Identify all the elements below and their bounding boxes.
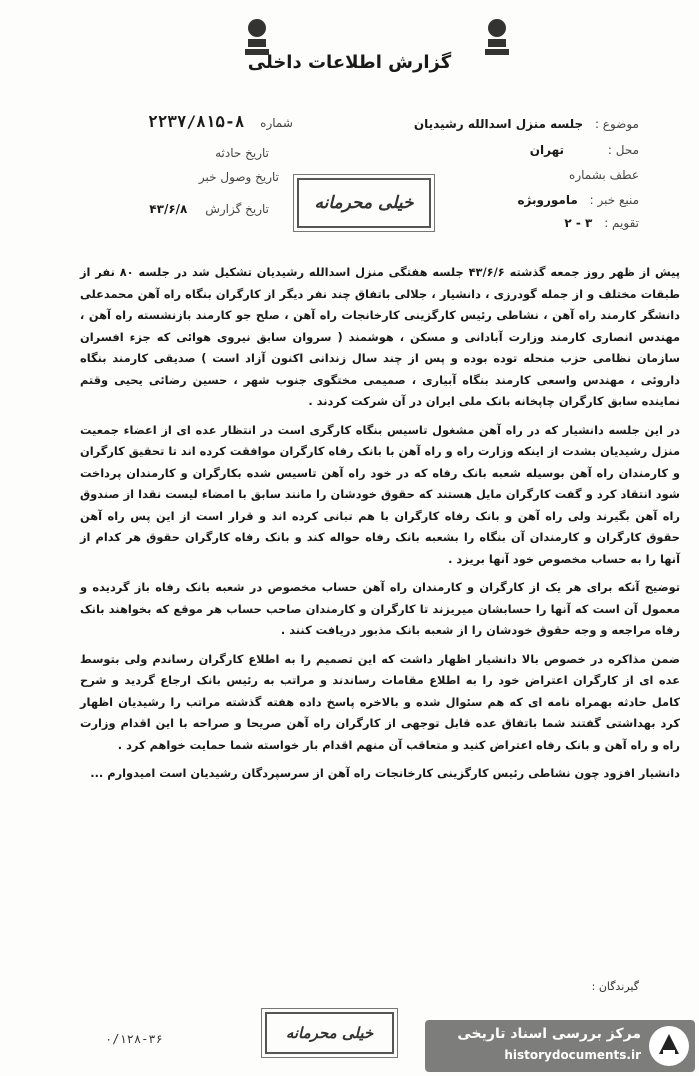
archive-logo-icon: [647, 1024, 691, 1068]
report-date-field: [149, 202, 269, 216]
subject-value: جلسه منزل اسدالله رشیدیان: [413, 117, 584, 131]
reference-field: [569, 168, 639, 182]
evaluation-field: [564, 216, 639, 230]
evaluation-label: تقویم :: [604, 216, 639, 230]
classification-stamp: خیلی محرمانه: [297, 178, 431, 228]
reference-label: عطف بشماره: [569, 168, 639, 182]
reference-code: ۰/۱۲۸-۳۶: [105, 1032, 163, 1046]
watermark-name: مرکز بررسی اسناد تاریخی: [457, 1026, 641, 1042]
document-title: گزارش اطلاعات داخلی: [247, 52, 452, 73]
event-date-field: [215, 146, 269, 160]
source-value: ماموروبژه: [517, 193, 578, 207]
place-value: تهران: [529, 143, 565, 157]
received-date-field: [199, 170, 279, 184]
paragraph: پیش از ظهر روز جمعه گذشته ۴۳/۶/۶ جلسه هفتگی منزل اسدالله رشیدیان تشکیل شد در جلسه ۸۰ نفر از طبقات مختلف و از جمله گودرزی ، دانشیار ، جلالی باتفاق چند نفر دیگر از کارگران بنگاه راه آهن محمدعلی دانشگر کارمند راه آهن ، نشاطی رئیس کارگزینی کارخانجات راه آهن ، صلح جو کارمند بازنشسته راه آهن ، مهندس انصاری کارمند وزارت آبادانی و مسکن ، هوشمند ( سروان سابق نیروی هوائی که جزء افسران سازمان نظامی حزب منحله توده بوده و پس از چند سال زندانی اکنون آزاد است ) صدیقی کارمند بنگاه داروئی ، مهندس واسعی کارمند بنگاه آبیاری ، صمیمی مختگوی جنوب شهر ، حسین رضائی یحیی وقتم نماینده سابق کارگران چاپخانه بانک ملی ایران در آن شرکت کردند .: [80, 265, 680, 408]
report-body: [80, 262, 680, 792]
report-date-value: ۴۳/۶/۸: [149, 202, 188, 216]
number-field: [148, 112, 293, 131]
number-label: شماره: [260, 116, 293, 130]
paragraph: ضمن مذاکره در خصوص بالا دانشیار اظهار داشت که این تصمیم را به اطلاع کارگران رساندم ولی بتوسط عده ای از کارگران اعتراض خود را به اطلاع مقامات رساندند و مراتب به رئیس بانک ارجاع گردید و شرح کامل حادثه بهمراه نامه ای که هم سئوال شده و بالاخره پاسخ داده هفته گذشته مراتب را رشیدیان اظهار کرد بهداشتی گفتند شما باتفاق عده قابل توجهی از کارگران راه آهن صریحا و صراحه با این اقدام وزارت راه و راه آهن و بانک رفاه اعتراض کنید و متعاقب آن منهم اقدام بار خواسته شما حمایت خواهم کرد .: [80, 651, 680, 752]
report-date-label: تاریخ گزارش: [205, 202, 269, 216]
subject-field: [414, 117, 639, 131]
event-date-label: تاریخ حادثه: [215, 146, 269, 160]
source-field: [517, 193, 639, 207]
place-label: محل :: [607, 143, 639, 157]
paragraph: در این جلسه دانشیار که در راه آهن مشغول تاسیس بنگاه کارگری است در انتظار عده ای از اعضاء جمعیت منزل رشیدیان بشدت از اینکه وزارت راه و راه آهن با بانک رفاه کارگران موافقت کرده اند تا تحقیق کارگران و کارمندان راه آهن بوسیله شعبه بانک رفاه که در خود راه آهن تاسیس شده بکارگران و کارمندان پرداخت شود انتقاد کرد و گفت کارگران مایل هستند که حقوق خودشان را مانند سابق با امضاء لیست نقدا از صندوق راه آهن بگیرند ولی راه آهن و بانک رفاه کارگران با هم تبانی کرده اند و قرار است از این پس راه آهن حقوق کارگران و کارمندان آن بنگاه را بشعبه بانک رفاه حواله کند و بانک رفاه کارگران حقوق هر کدام از آنها را به حساب مخصوص خود آنها بریزد .: [80, 422, 680, 566]
watermark-url: historydocuments.ir: [504, 1048, 641, 1062]
number-value: ۲۲۳۷/۸۱۵-۸: [148, 112, 245, 131]
classification-stamp: خیلی محرمانه: [265, 1012, 394, 1054]
evaluation-value: ۳ - ۲: [564, 216, 593, 230]
paragraph: دانشیار افزود چون نشاطی رئیس کارگزینی کارخانجات راه آهن از سرسپردگان رشیدیان است امیدوارم ...: [90, 766, 680, 780]
recipients-label: گیرندگان :: [591, 980, 639, 993]
subject-label: موضوع :: [594, 117, 639, 131]
received-date-label: تاریخ وصول خبر: [198, 170, 279, 184]
watermark: [425, 1020, 695, 1072]
paragraph: توضیح آنکه برای هر یک از کارگران و کارمندان راه آهن حساب مخصوص در شعبه بانک رفاه باز گردیده و معمول آن است که آنها را حسابشان میریزند تا کارگران و کارمندان صاحب حساب هر موقع که بخواهند بانک رفاه مراجعه و وجه حقوق خودشان را از شعبه بانک مذبور دریافت کنند .: [80, 580, 680, 637]
source-label: منبع خبر :: [589, 193, 639, 207]
place-field: [530, 143, 639, 157]
